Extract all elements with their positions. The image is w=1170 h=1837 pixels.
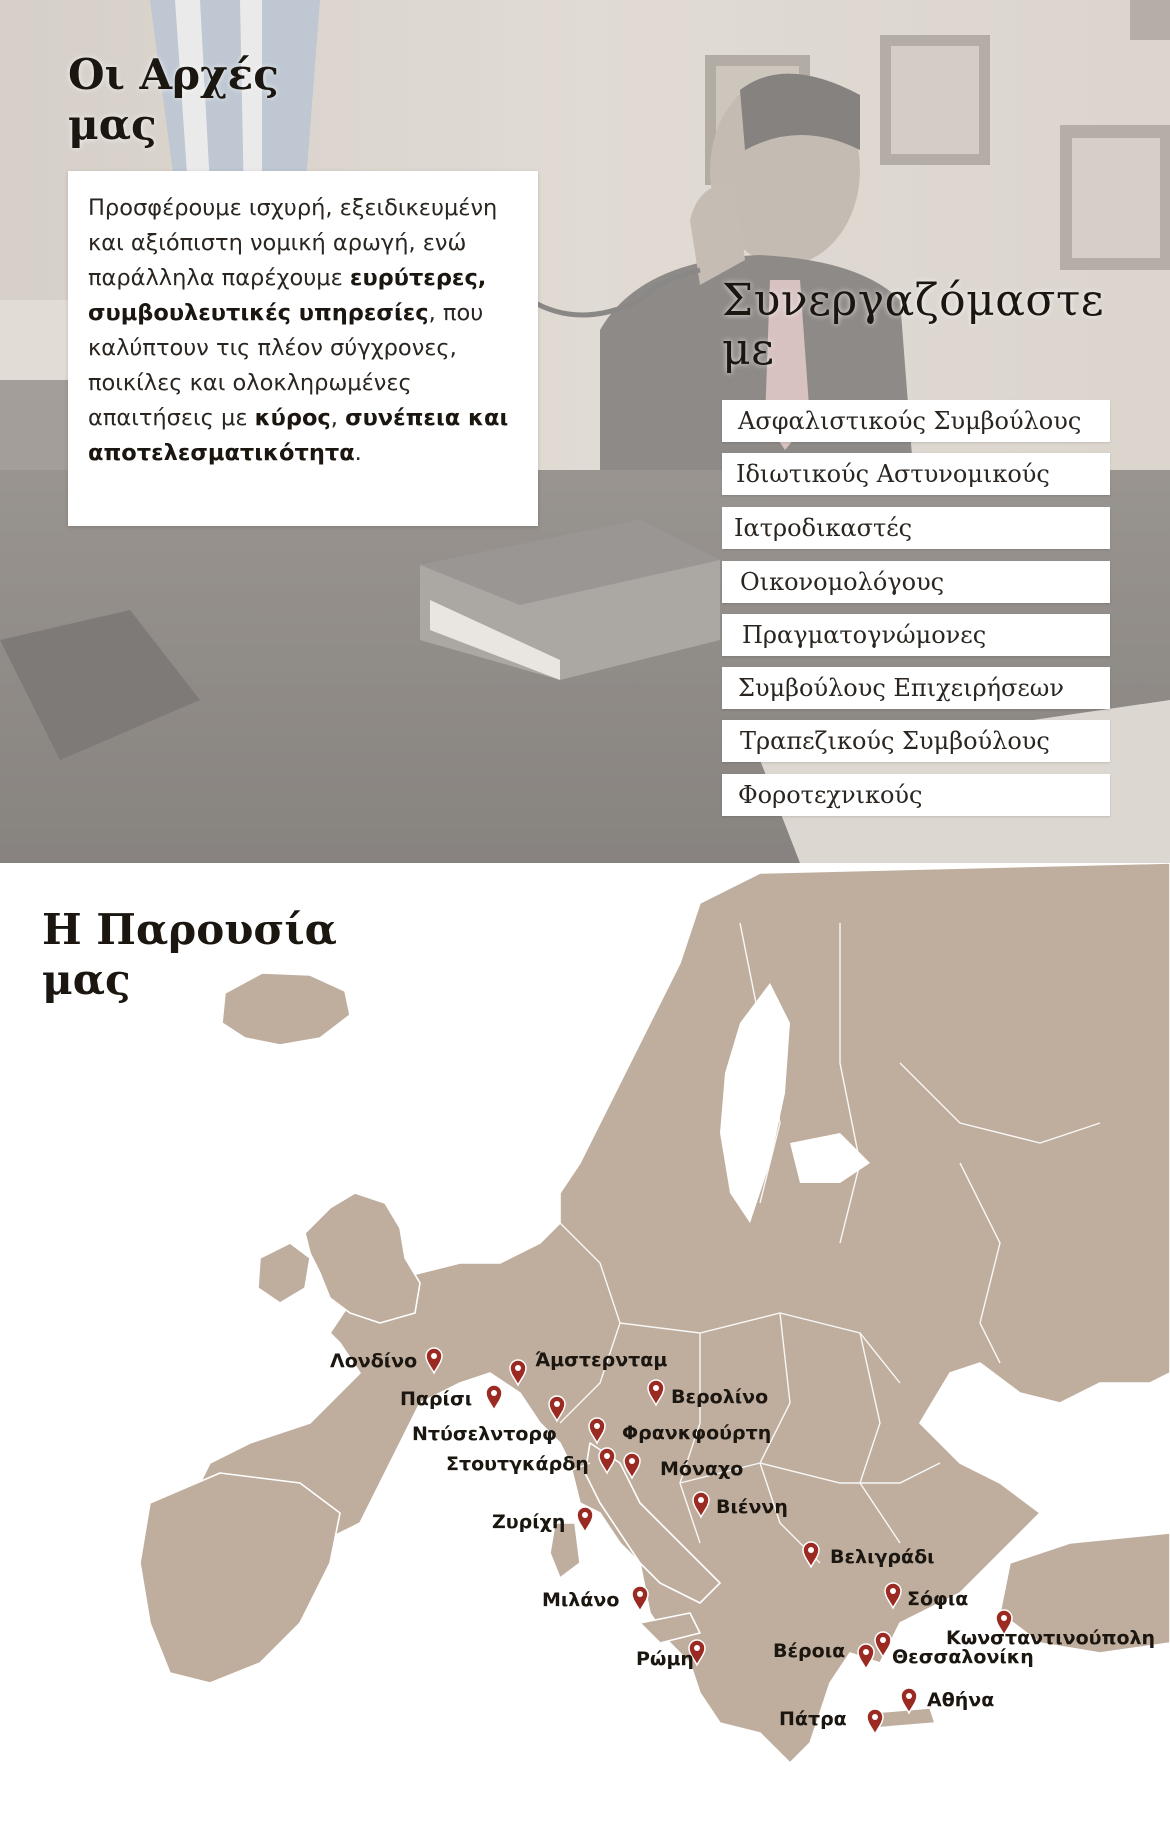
partner-item-banking-advisors: Τραπεζικούς Συμβούλους <box>722 720 1110 762</box>
map-pin-icon[interactable] <box>867 1709 883 1734</box>
principles-text-emphasis: κύρος <box>254 405 331 431</box>
city-label: Βιέννη <box>716 1496 788 1518</box>
partner-item-insurance-advisors: Ασφαλιστικούς Συμβούλους <box>722 400 1110 442</box>
city-label: Μόναχο <box>660 1458 744 1480</box>
principles-section <box>0 0 1170 863</box>
city-label: Βέροια <box>773 1640 846 1662</box>
map-pin-icon[interactable] <box>577 1507 593 1532</box>
city-label: Σόφια <box>907 1588 969 1610</box>
partners-title: Συνεργαζόμαστε με <box>722 275 1105 376</box>
city-label: Βελιγράδι <box>830 1546 935 1568</box>
city-label: Πάτρα <box>779 1708 847 1730</box>
city-label: Άμστερνταμ <box>535 1349 668 1371</box>
city-label: Κωνσταντινούπολη <box>946 1627 1156 1649</box>
principles-title: Οι Αρχές μας <box>68 50 279 149</box>
principles-text <box>88 191 520 471</box>
principles-text-run: , που καλύπτουν τις πλέον σύγχρονες, ποικίλες και ολοκληρωμένες απαιτήσεις με <box>88 300 484 431</box>
partner-item-appraisers: Πραγματογνώμονες <box>722 614 1110 656</box>
principles-text-run: . <box>354 440 362 466</box>
principles-text-emphasis: συνέπεια και αποτελεσματικότητα <box>88 405 509 466</box>
partner-item-private-investigators: Ιδιωτικούς Αστυνομικούς <box>722 453 1110 495</box>
city-label: Στουτγκάρδη <box>446 1453 589 1475</box>
principles-text-run: Προσφέρουμε ισχυρή, εξειδικευμένη και αξιόπιστη νομική αρωγή, ενώ παράλληλα παρέχουμε <box>88 195 498 291</box>
partner-item-tax-consultants: Φοροτεχνικούς <box>722 774 1110 816</box>
city-label: Θεσσαλονίκη <box>892 1646 1034 1668</box>
city-label: Ρώμη <box>636 1648 694 1670</box>
city-label: Μιλάνο <box>542 1589 620 1611</box>
principles-text-run: , <box>330 405 346 431</box>
partner-item-business-consultants: Συμβούλους Επιχειρήσεων <box>722 667 1110 709</box>
map-pin-icon[interactable] <box>632 1586 648 1611</box>
europe-map <box>0 863 1170 1837</box>
principles-card <box>68 171 538 526</box>
principles-text-emphasis: ευρύτερες, συμβουλευτικές υπηρεσίες <box>88 265 487 326</box>
city-label: Ντύσελντορφ <box>412 1423 557 1445</box>
partner-item-medical-examiners: Ιατροδικαστές <box>722 507 1110 549</box>
map-pin-icon[interactable] <box>858 1644 874 1669</box>
partner-item-economists: Οικονομολόγους <box>722 561 1110 603</box>
presence-section <box>0 863 1170 1837</box>
presence-title: Η Παρουσία μας <box>42 905 337 1004</box>
city-label: Παρίσι <box>400 1388 473 1410</box>
map-pin-icon[interactable] <box>486 1385 502 1410</box>
city-label: Ζυρίχη <box>492 1511 566 1533</box>
city-label: Βερολίνο <box>671 1386 769 1408</box>
city-label: Λονδίνο <box>330 1350 418 1372</box>
city-label: Αθήνα <box>927 1689 995 1711</box>
city-label: Φρανκφούρτη <box>622 1422 772 1444</box>
